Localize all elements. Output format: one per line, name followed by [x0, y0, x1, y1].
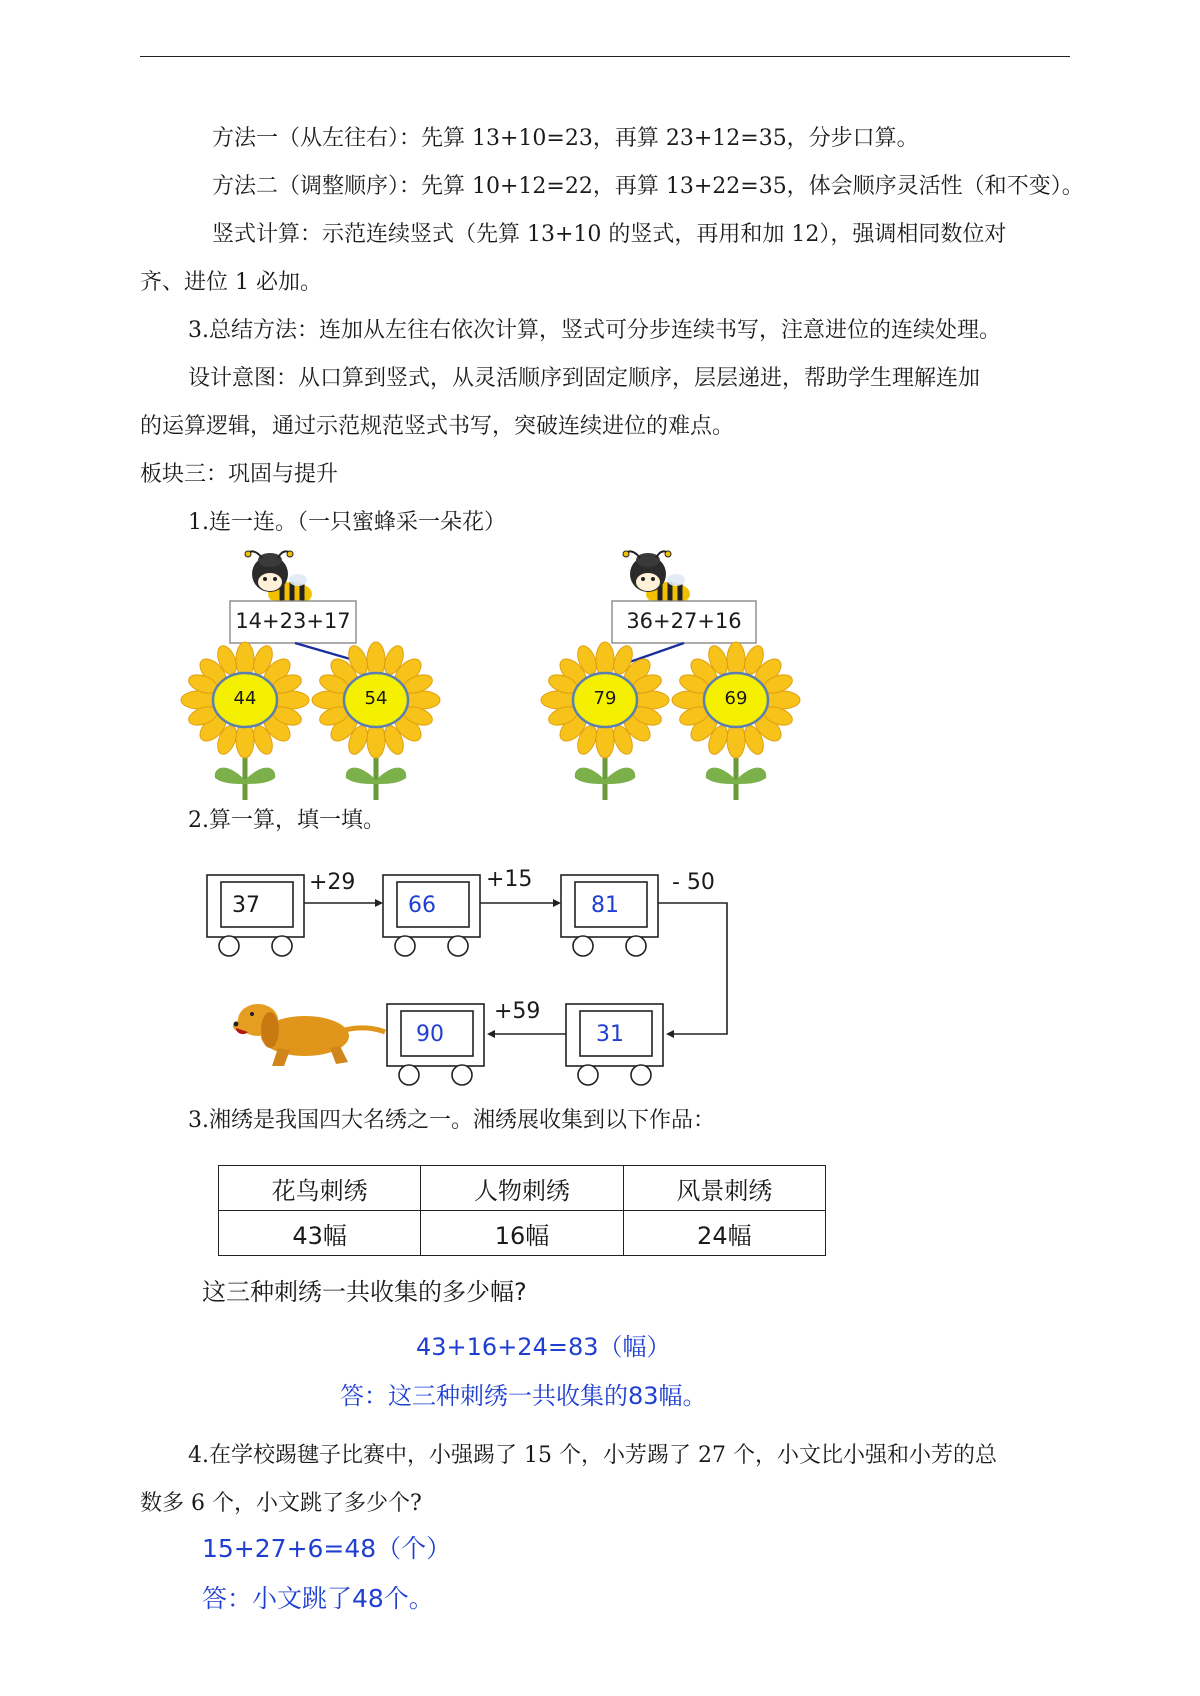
table-header-cell: 风景刺绣 [623, 1166, 825, 1211]
embroidery-equation: 43+16+24=83（幅） [416, 1333, 671, 1361]
table-row [219, 1211, 826, 1256]
exercise-4-text-cont: 数多 6 个，小文跳了多少个? [140, 1491, 422, 1516]
table-cell: 16幅 [421, 1211, 623, 1256]
shuttlecock-answer: 答：小文跳了48个。 [202, 1584, 434, 1613]
summary-text: 3.总结方法：连加从左往右依次计算，竖式可分步连续书写，注意进位的连续处理。 [188, 318, 1001, 343]
operation-label: +15 [486, 867, 533, 892]
bee-icon [623, 551, 690, 606]
train-car-answer: 66 [408, 893, 436, 918]
bee-icon [245, 551, 312, 606]
operation-label: +29 [309, 870, 356, 895]
vertical-calc-text: 竖式计算：示范连续竖式（先算 13+10 的竖式，再用和加 12），强调相同数位对 [212, 222, 1007, 247]
sunflower-icon [312, 642, 440, 800]
vertical-calc-text-cont: 齐、进位 1 必加。 [140, 270, 322, 295]
table-header-cell: 花鸟刺绣 [219, 1166, 421, 1211]
train-car-answer: 90 [416, 1022, 444, 1047]
flower-number: 54 [364, 688, 388, 709]
bee-expression: 36+27+16 [626, 609, 742, 633]
method-two-text: 方法二（调整顺序）：先算 10+12=22，再算 13+22=35，体会顺序灵活性（和不变）。 [212, 174, 1084, 199]
train-car-answer: 31 [596, 1022, 624, 1047]
sunflower-icon [672, 642, 800, 800]
table-header-row [219, 1166, 826, 1211]
sunflower-icon [541, 642, 669, 800]
operation-label: +59 [494, 999, 541, 1024]
train-car-answer: 81 [591, 893, 619, 918]
section-heading: 板块三：巩固与提升 [140, 462, 339, 487]
flower-number: 69 [724, 688, 748, 709]
exercise-1-heading: 1.连一连。（一只蜜蜂采一朵花） [188, 510, 506, 535]
table-header-cell: 人物刺绣 [421, 1166, 623, 1211]
flower-number: 44 [233, 688, 257, 709]
operation-label: - 50 [672, 870, 715, 895]
train-car-value: 37 [232, 893, 260, 918]
shuttlecock-equation: 15+27+6=48（个） [202, 1534, 452, 1563]
table-cell: 24幅 [623, 1211, 825, 1256]
exercise-2-heading: 2.算一算，填一填。 [188, 808, 385, 833]
design-intent-text: 设计意图：从口算到竖式，从灵活顺序到固定顺序，层层递进，帮助学生理解连加 [188, 366, 981, 391]
bee-expression: 14+23+17 [235, 609, 351, 633]
method-one-text: 方法一（从左往右）：先算 13+10=23，再算 23+12=35，分步口算。 [212, 126, 919, 151]
design-intent-text-cont: 的运算逻辑，通过示范规范竖式书写，突破连续进位的难点。 [140, 414, 735, 439]
embroidery-question: 这三种刺绣一共收集的多少幅? [202, 1278, 527, 1306]
exercise-4-text: 4.在学校踢毽子比赛中，小强踢了 15 个，小芳踢了 27 个，小文比小强和小芳的总 [188, 1443, 997, 1468]
dog-icon [233, 1004, 385, 1066]
sunflower-icon [181, 642, 309, 800]
embroidery-table [218, 1165, 826, 1256]
flower-number: 79 [593, 688, 617, 709]
table-cell: 43幅 [219, 1211, 421, 1256]
embroidery-answer: 答：这三种刺绣一共收集的83幅。 [340, 1382, 707, 1410]
exercise-3-heading: 3.湘绣是我国四大名绣之一。湘绣展收集到以下作品： [188, 1108, 715, 1133]
